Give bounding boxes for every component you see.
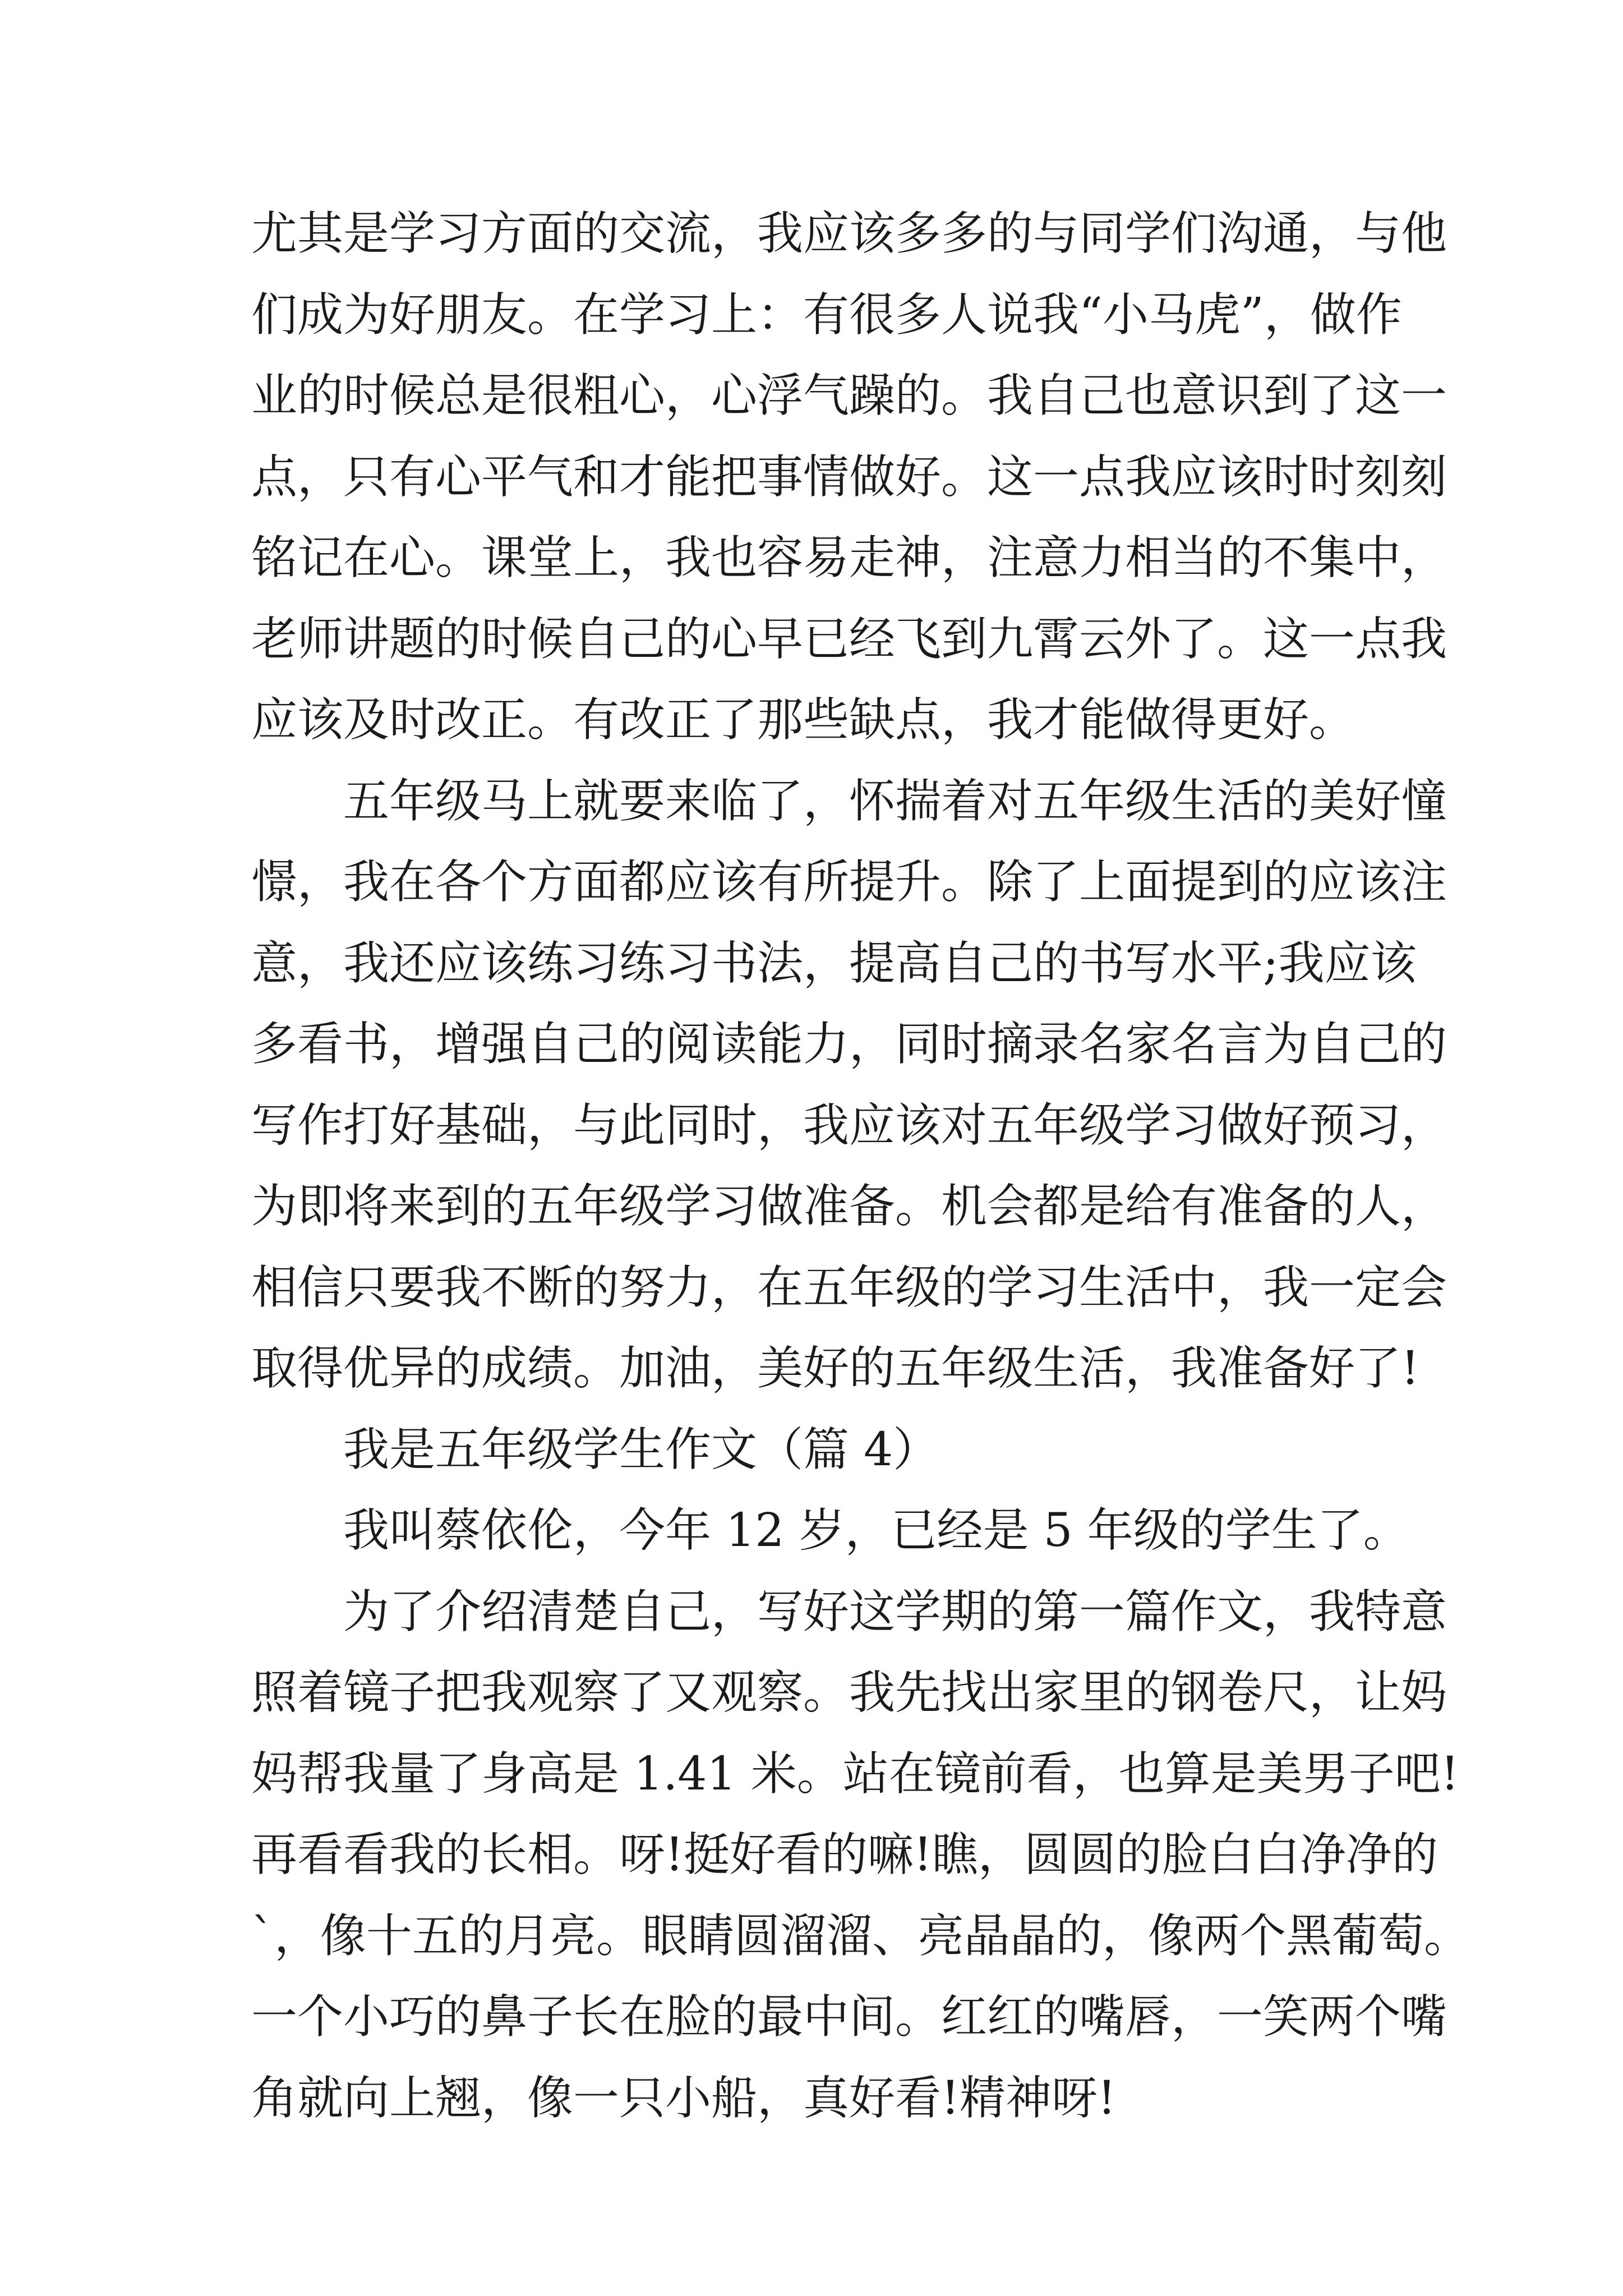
document-body	[251, 194, 1470, 2139]
section-heading	[251, 1410, 1395, 1491]
text-line: 角就向上翘，像一只小船，真好看!精神呀!	[251, 2071, 1116, 2125]
text-line: 写作打好基础，与此同时，我应该对五年级学习做好预习，	[251, 1098, 1447, 1152]
text-line: 取得优异的成绩。加油，美好的五年级生活，我准备好了!	[251, 1342, 1419, 1395]
text-line: 多看书，增强自己的阅读能力，同时摘录名家名言为自己的	[251, 1018, 1447, 1071]
text-line: 再看看我的长相。呀!挺好看的嘛!瞧，圆圆的脸白白净净的	[251, 1828, 1438, 1881]
text-line: 妈帮我量了身高是 1.41 米。站在镜前看，也算是美男子吧!	[251, 1747, 1459, 1801]
text-line: 相信只要我不断的努力，在五年级的学习生活中，我一定会	[251, 1260, 1447, 1314]
text-line: 为了介绍清楚自己，写好这学期的第一篇作文，我特意	[343, 1585, 1447, 1639]
text-line: 业的时候总是很粗心，心浮气躁的。我自己也意识到了这一	[251, 369, 1447, 422]
text-line: 一个小巧的鼻子长在脸的最中间。红红的嘴唇，一笑两个嘴	[251, 1990, 1447, 2044]
text-line: 照着镜子把我观察了又观察。我先找出家里的钢卷尺，让妈	[251, 1666, 1447, 1719]
paragraph-2	[251, 761, 1447, 1410]
text-line: 意，我还应该练习练习书法，提高自己的书写水平;我应该	[251, 936, 1417, 990]
text-line: 应该及时改正。有改正了那些缺点，我才能做得更好。	[251, 693, 1355, 747]
text-line: 我叫蔡依伦，今年 12 岁，已经是 5 年级的学生了。	[343, 1504, 1409, 1557]
paragraph-3	[251, 1490, 1409, 1572]
text-line: 铭记在心。课堂上，我也容易走神，注意力相当的不集中，	[251, 531, 1447, 585]
text-line: 们成为好朋友。在学习上：有很多人说我“小马虎”，做作	[251, 288, 1402, 342]
text-line: 五年级马上就要来临了，怀揣着对五年级生活的美好憧	[343, 774, 1447, 828]
text-line: 憬，我在各个方面都应该有所提升。除了上面提到的应该注	[251, 855, 1447, 909]
paragraph-4	[251, 1572, 1470, 2139]
paragraph-1	[251, 194, 1447, 761]
heading-line: 我是五年级学生作文（篇 4）	[343, 1423, 939, 1476]
text-line: 老师讲题的时候自己的心早已经飞到九霄云外了。这一点我	[251, 612, 1447, 666]
text-line: 尤其是学习方面的交流，我应该多多的与同学们沟通，与他	[251, 207, 1447, 260]
text-line: 为即将来到的五年级学习做准备。机会都是给有准备的人，	[251, 1180, 1447, 1233]
text-line: 点，只有心平气和才能把事情做好。这一点我应该时时刻刻	[251, 450, 1447, 504]
text-line: `，像十五的月亮。眼睛圆溜溜、亮晶晶的，像两个黑葡萄。	[251, 1909, 1470, 1963]
